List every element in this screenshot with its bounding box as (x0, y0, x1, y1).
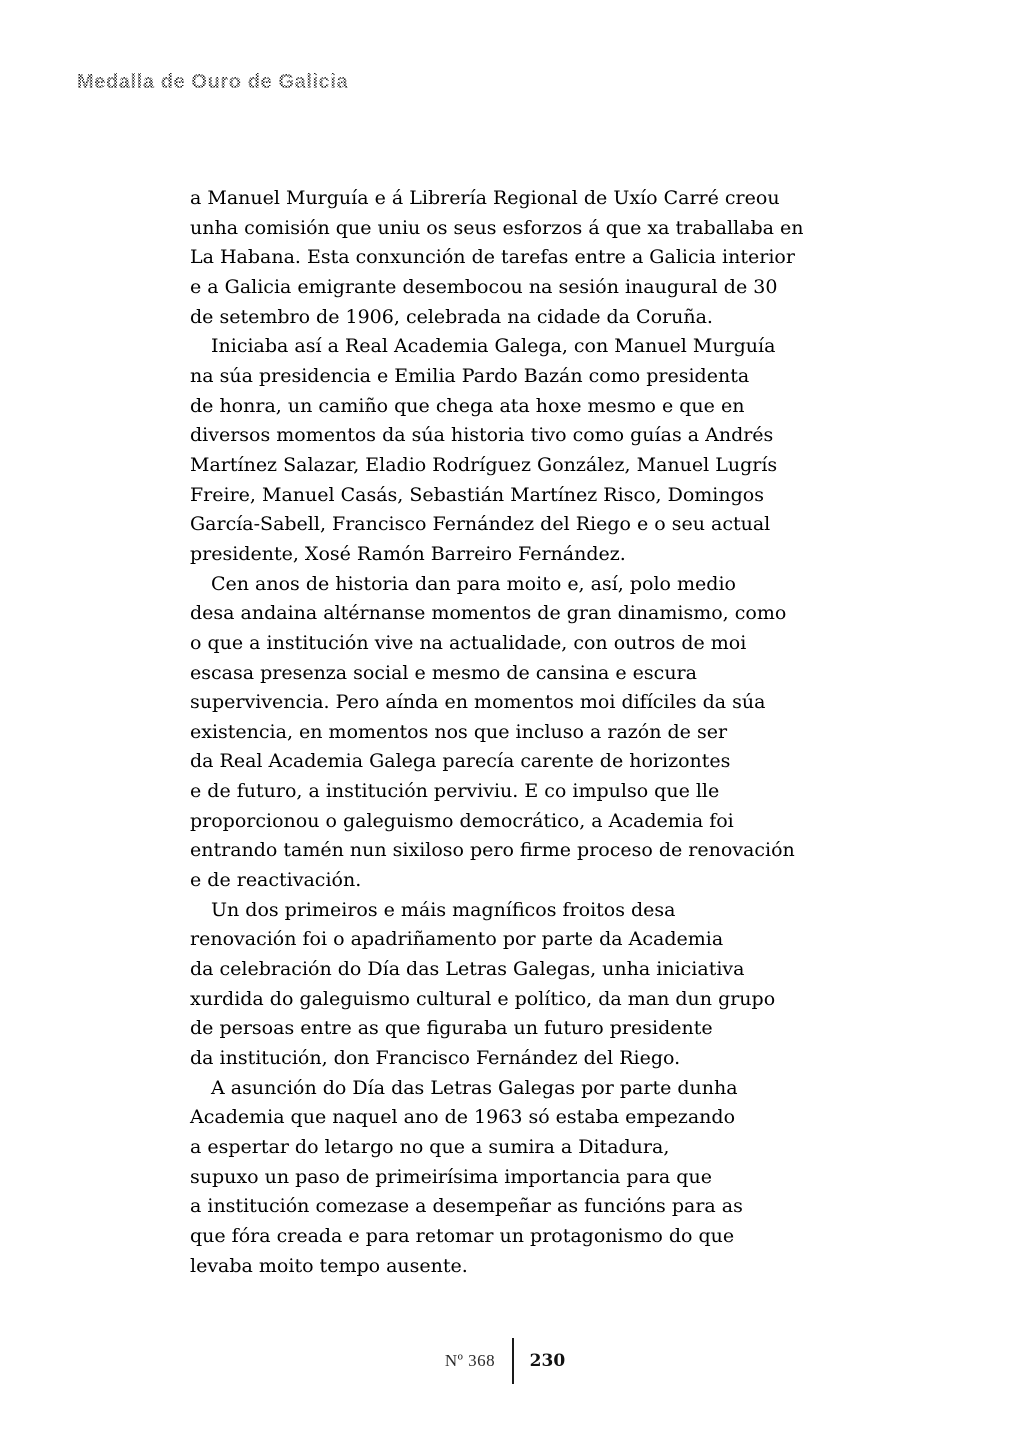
text-line: supuxo un paso de primeirísima importancia para que (190, 1165, 712, 1188)
paragraph (190, 570, 880, 896)
paragraph (190, 184, 880, 332)
text-line: a Manuel Murguía e á Librería Regional de Uxío Carré creou (190, 187, 780, 209)
text-line: Iniciaba así a Real Academia Galega, con Manuel Murguía (211, 335, 776, 358)
text-line: A asunción do Día das Letras Galegas por parte dunha (211, 1076, 738, 1099)
text-line: renovación foi o apadriñamento por parte da Academia (190, 928, 724, 951)
text-line: de honra, un camiño que chega ata hoxe mesmo e que en (190, 394, 745, 417)
text-line: o que a institución vive na actualidade, con outros de moi (190, 631, 747, 654)
text-line: e de futuro, a institución perviviu. E co impulso que lle (190, 780, 720, 803)
text-line: entrando tamén nun sixiloso pero firme proceso de renovación (190, 839, 795, 862)
issue-number: Nº 368 (444, 1351, 496, 1370)
text-line: existencia, en momentos nos que incluso a razón de ser (190, 720, 728, 743)
paragraph (190, 896, 880, 1074)
text-line: a espertar do letargo no que a sumira a Ditadura, (190, 1136, 670, 1158)
text-line: de persoas entre as que figuraba un futuro presidente (190, 1017, 713, 1040)
text-line: proporcionou o galeguismo democrático, a Academia foi (190, 809, 734, 832)
text-line: García-Sabell, Francisco Fernández del Riego e o seu actual (190, 513, 771, 536)
text-line: e de reactivación. (190, 869, 362, 892)
text-line: Martínez Salazar, Eladio Rodríguez González, Manuel Lugrís (190, 453, 778, 476)
text-line: escasa presenza social e mesmo de cansina e escura (190, 661, 697, 684)
page-footer (0, 1338, 1010, 1384)
footer-divider-rule (512, 1338, 514, 1384)
text-line: Freire, Manuel Casás, Sebastián Martínez Risco, Domingos (190, 483, 764, 506)
text-line: desa andaina altérnanse momentos de gran dinamismo, como (190, 602, 787, 625)
text-line: e a Galicia emigrante desembocou na sesión inaugural de 30 (190, 275, 778, 298)
text-line: supervivencia. Pero aínda en momentos moi difíciles da súa (190, 691, 766, 714)
text-line: La Habana. Esta conxunción de tarefas entre a Galicia interior (190, 246, 795, 269)
paragraph (190, 1074, 880, 1282)
text-line: Un dos primeiros e máis magníficos froitos desa (211, 898, 676, 921)
article-body (190, 184, 880, 1281)
text-line: a institución comezase a desempeñar as funcións para as (190, 1195, 743, 1218)
paragraph (190, 332, 880, 569)
text-line: da Real Academia Galega parecía carente de horizontes (190, 750, 731, 773)
text-line: na súa presidencia e Emilia Pardo Bazán como presidenta (190, 364, 750, 387)
text-line: xurdida do galeguismo cultural e político, da man dun grupo (190, 987, 776, 1010)
text-line: Cen anos de historia dan para moito e, así, polo medio (211, 572, 736, 595)
running-head-title: Medalla de Ouro de Galicia (77, 68, 348, 96)
page-number: 230 (529, 1351, 566, 1371)
text-line: diversos momentos da súa historia tivo como guías a Andrés (190, 424, 774, 447)
text-line: presidente, Xosé Ramón Barreiro Fernández. (190, 542, 626, 565)
text-line: da celebración do Día das Letras Galegas, unha iniciativa (190, 958, 745, 981)
text-line: de setembro de 1906, celebrada na cidade da Coruña. (190, 305, 713, 328)
text-line: que fóra creada e para retomar un protagonismo do que (190, 1224, 735, 1247)
text-line: levaba moito tempo ausente. (190, 1254, 468, 1277)
text-line: da institución, don Francisco Fernández del Riego. (190, 1047, 681, 1070)
text-line: unha comisión que uniu os seus esforzos á que xa traballaba en (190, 216, 804, 239)
text-line: Academia que naquel ano de 1963 só estaba empezando (190, 1106, 736, 1129)
